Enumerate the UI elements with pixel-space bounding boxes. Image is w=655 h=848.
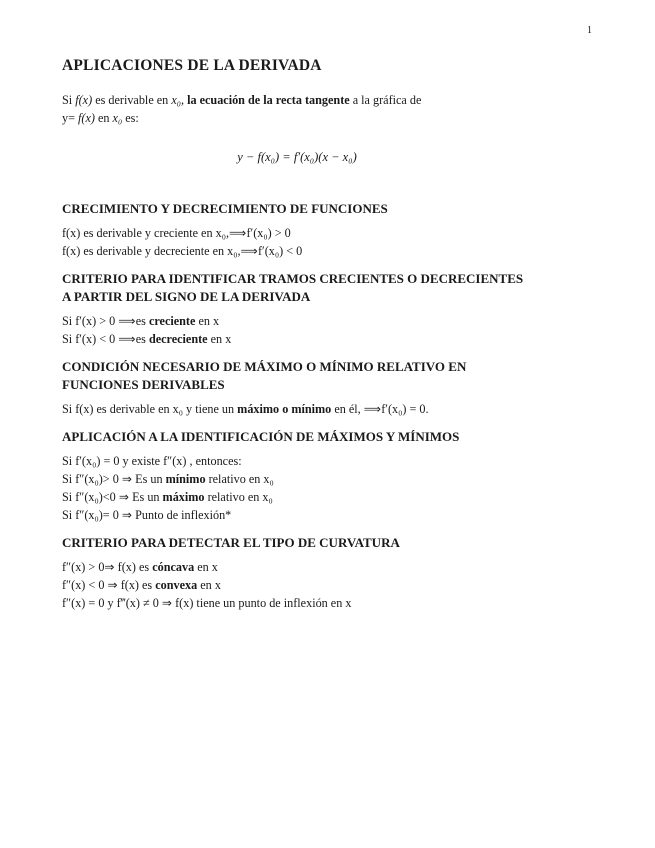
curvature-bold: cóncava: [152, 560, 195, 574]
curvature-line: f″(x) = 0 y f‴(x) ≠ 0 ⇒ f(x) tiene un punto de inflexión en x: [62, 596, 352, 610]
extrema-bold: máximo: [162, 490, 205, 504]
necessary-bold: máximo o mínimo: [237, 402, 332, 416]
growth-line: f(x) es derivable y decreciente en x₀,⟹f′(x₀) < 0: [62, 244, 303, 258]
curvature-text: en x: [200, 578, 221, 592]
section-title-extrema: APLICACIÓN A LA IDENTIFICACIÓN DE MÁXIMOS Y MÍNIMOS: [62, 429, 460, 444]
criterion-text: Si f′(x) > 0 ⟹es: [62, 314, 146, 328]
necessary-text: en él, ⟹f′(x₀) = 0.: [334, 402, 429, 416]
intro-text: es:: [125, 111, 139, 125]
extrema-text: Si f″(x₀)<0 ⇒ Es un: [62, 490, 160, 504]
necessary-line: [62, 400, 532, 418]
intro-text: a la gráfica de: [352, 93, 422, 107]
section-title-criterion-sign: CRITERIO PARA IDENTIFICAR TRAMOS CRECIENTES O DECRECIENTES A PARTIR DEL SIGNO DE LA DERIVADA: [62, 271, 524, 304]
extrema-line: [62, 488, 532, 506]
criterion-bold: creciente: [148, 314, 196, 328]
criterion-bold: decreciente: [148, 332, 208, 346]
extrema-line: [62, 470, 532, 488]
intro-text: Si: [62, 93, 73, 107]
section-title-necessary: CONDICIÓN NECESARIO DE MÁXIMO O MÍNIMO RELATIVO EN FUNCIONES DERIVABLES: [62, 359, 467, 392]
growth-line: f(x) es derivable y creciente en x₀,⟹f′(x₀) > 0: [62, 226, 291, 240]
page-number: 1: [587, 25, 592, 36]
curvature-text: en x: [197, 560, 218, 574]
criterion-text: en x: [198, 314, 220, 328]
intro-math-x0: x₀: [112, 111, 123, 125]
document-title: APLICACIONES DE LA DERIVADA: [62, 57, 322, 74]
intro-paragraph: [62, 91, 532, 127]
extrema-line: Si f′(x₀) = 0 y existe f″(x) , entonces:: [62, 454, 242, 468]
tangent-formula: y − f(x₀) = f′(x₀)(x − x₀): [237, 150, 357, 164]
curvature-line: [62, 558, 532, 576]
curvature-line: [62, 576, 532, 594]
curvature-text: f″(x) < 0 ⇒ f(x) es: [62, 578, 153, 592]
intro-text: en: [97, 111, 110, 125]
extrema-text: Si f″(x₀)> 0 ⇒ Es un: [62, 472, 163, 486]
extrema-bold: mínimo: [165, 472, 206, 486]
curvature-bold: convexa: [155, 578, 198, 592]
criterion-text: en x: [210, 332, 232, 346]
intro-text: y=: [62, 111, 75, 125]
extrema-text: relativo en x₀: [208, 472, 274, 486]
curvature-text: f″(x) > 0⇒ f(x) es: [62, 560, 150, 574]
criterion-line: [62, 330, 532, 348]
section-title-growth: CRECIMIENTO Y DECRECIMIENTO DE FUNCIONES: [62, 201, 388, 216]
document-body: [62, 57, 532, 612]
section-title-curvature: CRITERIO PARA DETECTAR EL TIPO DE CURVATURA: [62, 535, 400, 550]
criterion-line: [62, 312, 532, 330]
criterion-text: Si f′(x) < 0 ⟹es: [62, 332, 146, 346]
extrema-text: relativo en x₀: [207, 490, 273, 504]
extrema-line: Si f″(x₀)= 0 ⇒ Punto de inflexión*: [62, 508, 232, 522]
intro-math-fx: f(x): [75, 93, 93, 107]
intro-math-fx: f(x): [78, 111, 95, 125]
intro-text: es derivable en: [95, 93, 169, 107]
necessary-text: Si f(x) es derivable en x₀ y tiene un: [62, 402, 235, 416]
intro-math-x0: x₀,: [171, 93, 185, 107]
intro-bold: la ecuación de la recta tangente: [187, 93, 350, 107]
